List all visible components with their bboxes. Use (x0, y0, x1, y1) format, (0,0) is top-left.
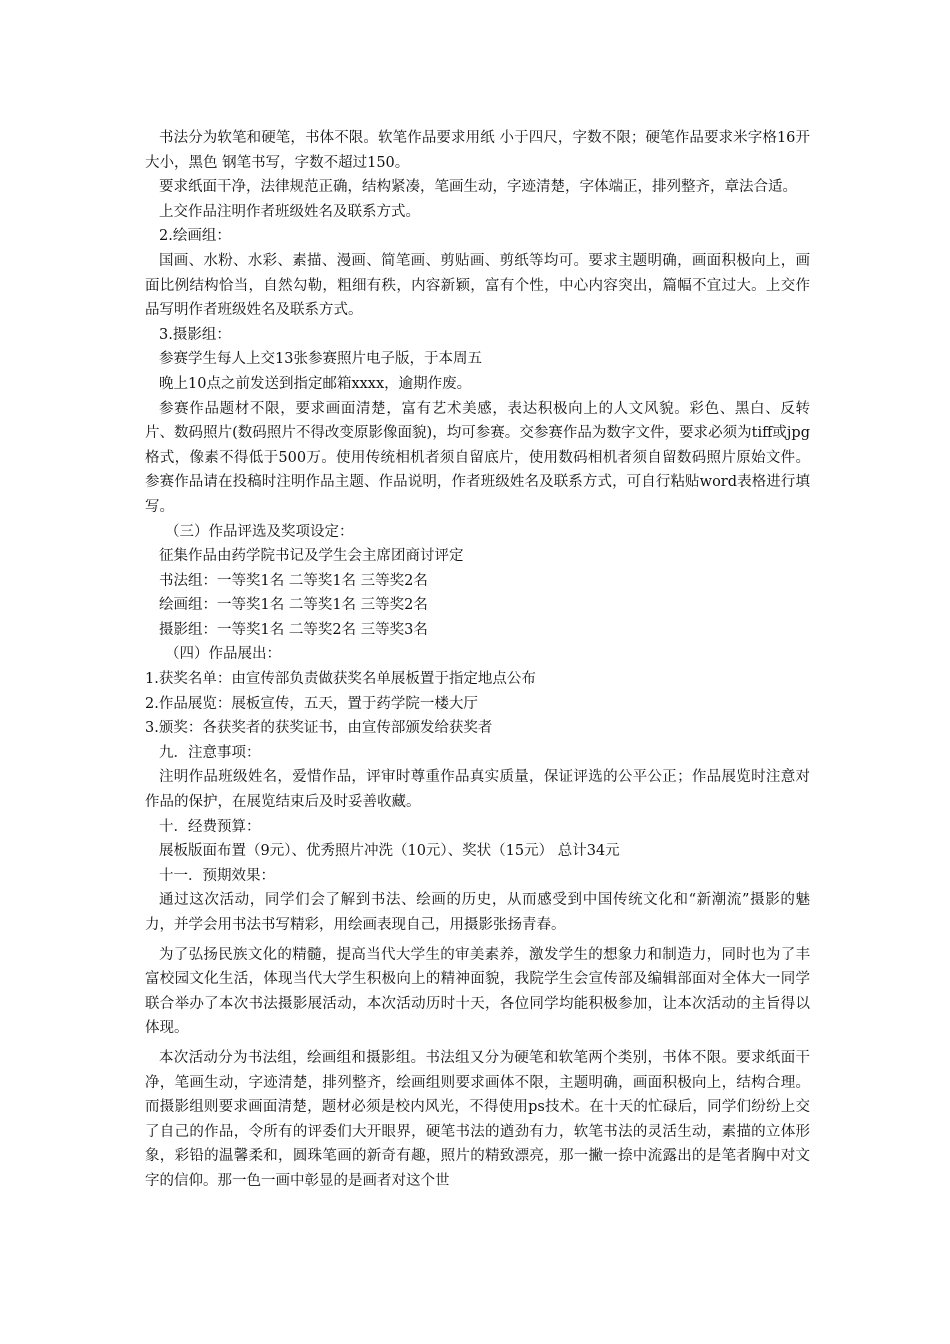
paragraph: 绘画组：一等奖1名 二等奖1名 三等奖2名 (159, 597, 428, 614)
paragraph: 2.绘画组： (159, 228, 231, 245)
paragraph: 本次活动分为书法组，绘画组和摄影组。书法组又分为硬笔和软笔两个类别，书体不限。要求纸面干净，笔画生动，字迹清楚，排列整齐，绘画组则要求画体不限，主题明确，画面积极向上，结构合理。而摄影组则要求画面清楚，题材必须是校内风光，不得使用ps技术。在十天的忙碌后，同学们纷纷上交了自己的作品，令所有的评委们大开眼界，硬笔书法的遒劲有力，软笔书法的灵活生动，素描的立体形象，彩铅的温馨柔和，圆珠笔画的新奇有趣，照片的精致漂亮，那一撇一捺中流露出的是笔者胸中对文字的信仰。那一色一画中彰显的是画者对这个世 (145, 1049, 810, 1189)
paragraph: 3.摄影组： (159, 326, 231, 343)
paragraph: 注明作品班级姓名，爱惜作品，评审时尊重作品真实质量，保证评选的公平公正；作品展览时注意对作品的保护，在展览结束后及时妥善收藏。 (145, 769, 810, 811)
paragraph: 十．经费预算： (159, 818, 261, 835)
paragraph: 展板版面布置（9元）、优秀照片冲洗（10元）、奖状（15元） 总计34元 (159, 843, 620, 860)
paragraph: 书法组：一等奖1名 二等奖1名 三等奖2名 (159, 572, 428, 589)
paragraph: 晚上10点之前发送到指定邮箱xxxx，逾期作废。 (159, 375, 472, 392)
paragraph: 征集作品由药学院书记及学生会主席团商讨评定 (159, 548, 464, 565)
paragraph: 参赛学生每人上交13张参赛照片电子版，于本周五 (159, 351, 482, 368)
paragraph: 国画、水粉、水彩、素描、漫画、简笔画、剪贴画、剪纸等均可。要求主题明确，画面积极向上，画面比例结构恰当，自然勾勒，粗细有秩，内容新颖，富有个性，中心内容突出，篇幅不宜过大。上交作品写明作者班级姓名及联系方式。 (145, 252, 810, 319)
paragraph: 十一．预期效果： (159, 867, 275, 884)
paragraph: 摄影组：一等奖1名 二等奖2名 三等奖3名 (159, 621, 428, 638)
paragraph: 3.颁奖：各获奖者的获奖证书，由宣传部颁发给获奖者 (145, 720, 493, 737)
paragraph: 通过这次活动，同学们会了解到书法、绘画的历史，从而感受到中国传统文化和“新潮流”摄影的魅力，并学会用书法书写精彩，用绘画表现自己，用摄影张扬青春。 (145, 892, 810, 933)
paragraph: 书法分为软笔和硬笔，书体不限。软笔作品要求用纸 小于四尺，字数不限；硬笔作品要求米字格16开大小，黑色 钢笔书写，字数不超过150。 (145, 130, 810, 171)
paragraph: 参赛作品题材不限，要求画面清楚，富有艺术美感，表达积极向上的人文风貌。彩色、黑白、反转片、数码照片(数码照片不得改变原影像面貌)，均可参赛。交参赛作品为数字文件，要求必须为tiff或jpg格式，像素不得低于500万。使用传统相机者须自留底片，使用数码相机者须自留数码照片原始文件。参赛作品请在投稿时注明作品主题、作品说明，作者班级姓名及联系方式，可自行粘贴word表格进行填写。 (145, 400, 810, 515)
paragraph: 要求纸面干净，法律规范正确，结构紧凑，笔画生动，字迹清楚，字体端正，排列整齐，章法合适。 (159, 179, 797, 196)
document-body (145, 126, 810, 1194)
paragraph: 上交作品注明作者班级姓名及联系方式。 (159, 203, 420, 220)
paragraph: 九．注意事项： (159, 744, 261, 761)
paragraph: （四）作品展出： (165, 646, 281, 663)
paragraph: 2.作品展览：展板宣传，五天，置于药学院一楼大厅 (145, 695, 478, 712)
paragraph: 为了弘扬民族文化的精髓，提高当代大学生的审美素养，激发学生的想象力和制造力，同时也为了丰富校园文化生活，体现当代大学生积极向上的精神面貌，我院学生会宣传部及编辑部面对全体大一同学联合举办了本次书法摄影展活动，本次活动历时十天，各位同学均能积极参加，让本次活动的主旨得以体现。 (145, 946, 810, 1037)
paragraph: （三）作品评选及奖项设定： (165, 523, 354, 540)
paragraph: 1.获奖名单：由宣传部负责做获奖名单展板置于指定地点公布 (145, 671, 536, 688)
